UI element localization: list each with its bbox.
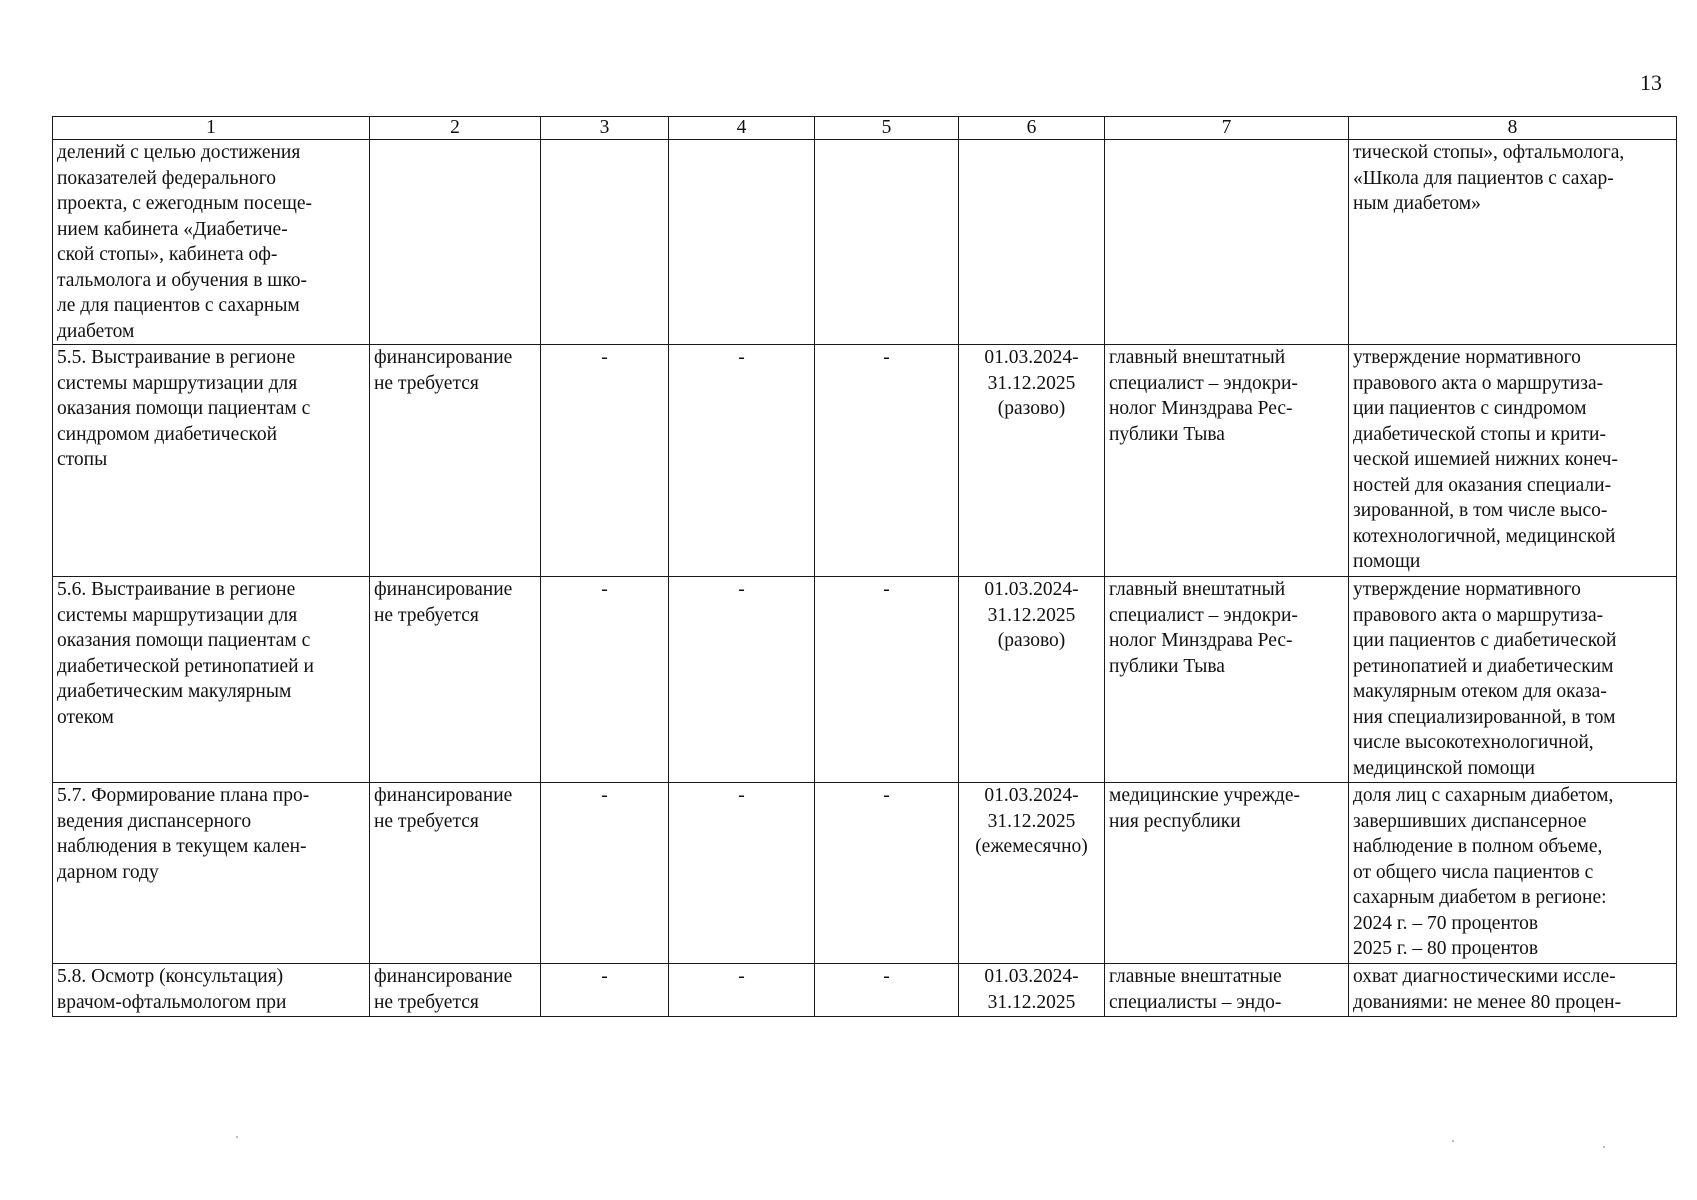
cell-col4: -: [669, 964, 815, 1017]
cell-col4: [669, 140, 815, 345]
cell-col5: -: [815, 577, 959, 783]
responsible-cell: [1105, 140, 1349, 345]
financing-cell: финансирование не требуется: [370, 345, 541, 577]
cell-col5: -: [815, 345, 959, 577]
result-cell: охват диагностическими иссле- дованиями: не менее 80 процен-: [1349, 964, 1677, 1017]
period-cell: 01.03.2024- 31.12.2025 (разово): [959, 577, 1105, 783]
period-cell: 01.03.2024- 31.12.2025 (ежемесячно): [959, 783, 1105, 964]
cell-col3: -: [541, 345, 669, 577]
activity-cell: 5.7. Формирование плана про- ведения диспансерного наблюдения в текущем кален- дарном году: [53, 783, 370, 964]
cell-col4: -: [669, 577, 815, 783]
result-cell: утверждение нормативного правового акта о маршрутиза- ции пациентов с диабетической ретинопатией и диабетическим макулярным отеком для оказа- ния специализированной, в том числе высокотехнологичной, медицинской помощи: [1349, 577, 1677, 783]
responsible-cell: главный внештатный специалист – эндокри- нолог Минздрава Рес- публики Тыва: [1105, 345, 1349, 577]
table-row: [53, 577, 1677, 783]
responsible-cell: главные внештатные специалисты – эндо-: [1105, 964, 1349, 1017]
header-cell-1: 1: [53, 117, 370, 140]
scan-speck: [236, 1136, 238, 1138]
period-cell: 01.03.2024- 31.12.2025: [959, 964, 1105, 1017]
result-cell: доля лиц с сахарным диабетом, завершивших диспансерное наблюдение в полном объеме, от общего числа пациентов с сахарным диабетом в регионе: 2024 г. – 70 процентов 2025 г. – 80 процентов: [1349, 783, 1677, 964]
cell-col3: -: [541, 783, 669, 964]
activity-cell: делений с целью достижения показателей федерального проекта, с ежегодным посеще- нием кабинета «Диабетиче- ской стопы», кабинета оф- тальмолога и обучения в шко- ле для пациентов с сахарным диабетом: [53, 140, 370, 345]
period-cell: [959, 140, 1105, 345]
scan-speck: [1603, 1146, 1605, 1148]
financing-cell: финансирование не требуется: [370, 964, 541, 1017]
cell-col3: -: [541, 964, 669, 1017]
header-cell-3: 3: [541, 117, 669, 140]
financing-cell: финансирование не требуется: [370, 577, 541, 783]
header-cell-2: 2: [370, 117, 541, 140]
financing-cell: финансирование не требуется: [370, 783, 541, 964]
cell-col3: -: [541, 577, 669, 783]
header-cell-7: 7: [1105, 117, 1349, 140]
plan-table: [52, 116, 1677, 1017]
activity-cell: 5.5. Выстраивание в регионе системы маршрутизации для оказания помощи пациентам с синдромом диабетической стопы: [53, 345, 370, 577]
page-number: 13: [1640, 70, 1662, 95]
cell-col3: [541, 140, 669, 345]
activity-cell: 5.6. Выстраивание в регионе системы маршрутизации для оказания помощи пациентам с диабетической ретинопатией и диабетическим макулярным отеком: [53, 577, 370, 783]
period-cell: 01.03.2024- 31.12.2025 (разово): [959, 345, 1105, 577]
table-row: [53, 140, 1677, 345]
cell-col5: -: [815, 964, 959, 1017]
cell-col4: -: [669, 345, 815, 577]
cell-col4: -: [669, 783, 815, 964]
table-row: [53, 964, 1677, 1017]
header-cell-6: 6: [959, 117, 1105, 140]
header-cell-8: 8: [1349, 117, 1677, 140]
header-cell-4: 4: [669, 117, 815, 140]
header-row: [53, 117, 1677, 140]
header-cell-5: 5: [815, 117, 959, 140]
scan-speck: [1452, 1140, 1454, 1142]
table-row: [53, 345, 1677, 577]
responsible-cell: главный внештатный специалист – эндокри- нолог Минздрава Рес- публики Тыва: [1105, 577, 1349, 783]
result-cell: тической стопы», офтальмолога, «Школа для пациентов с сахар- ным диабетом»: [1349, 140, 1677, 345]
result-cell: утверждение нормативного правового акта о маршрутиза- ции пациентов с синдромом диабетической стопы и крити- ческой ишемией нижних конеч- ностей для оказания специали- зированной, в том числе высо- котехнологичной, медицинской помощи: [1349, 345, 1677, 577]
cell-col5: -: [815, 783, 959, 964]
activity-cell: 5.8. Осмотр (консультация) врачом-офтальмологом при: [53, 964, 370, 1017]
responsible-cell: медицинские учрежде- ния республики: [1105, 783, 1349, 964]
financing-cell: [370, 140, 541, 345]
table-row: [53, 783, 1677, 964]
cell-col5: [815, 140, 959, 345]
